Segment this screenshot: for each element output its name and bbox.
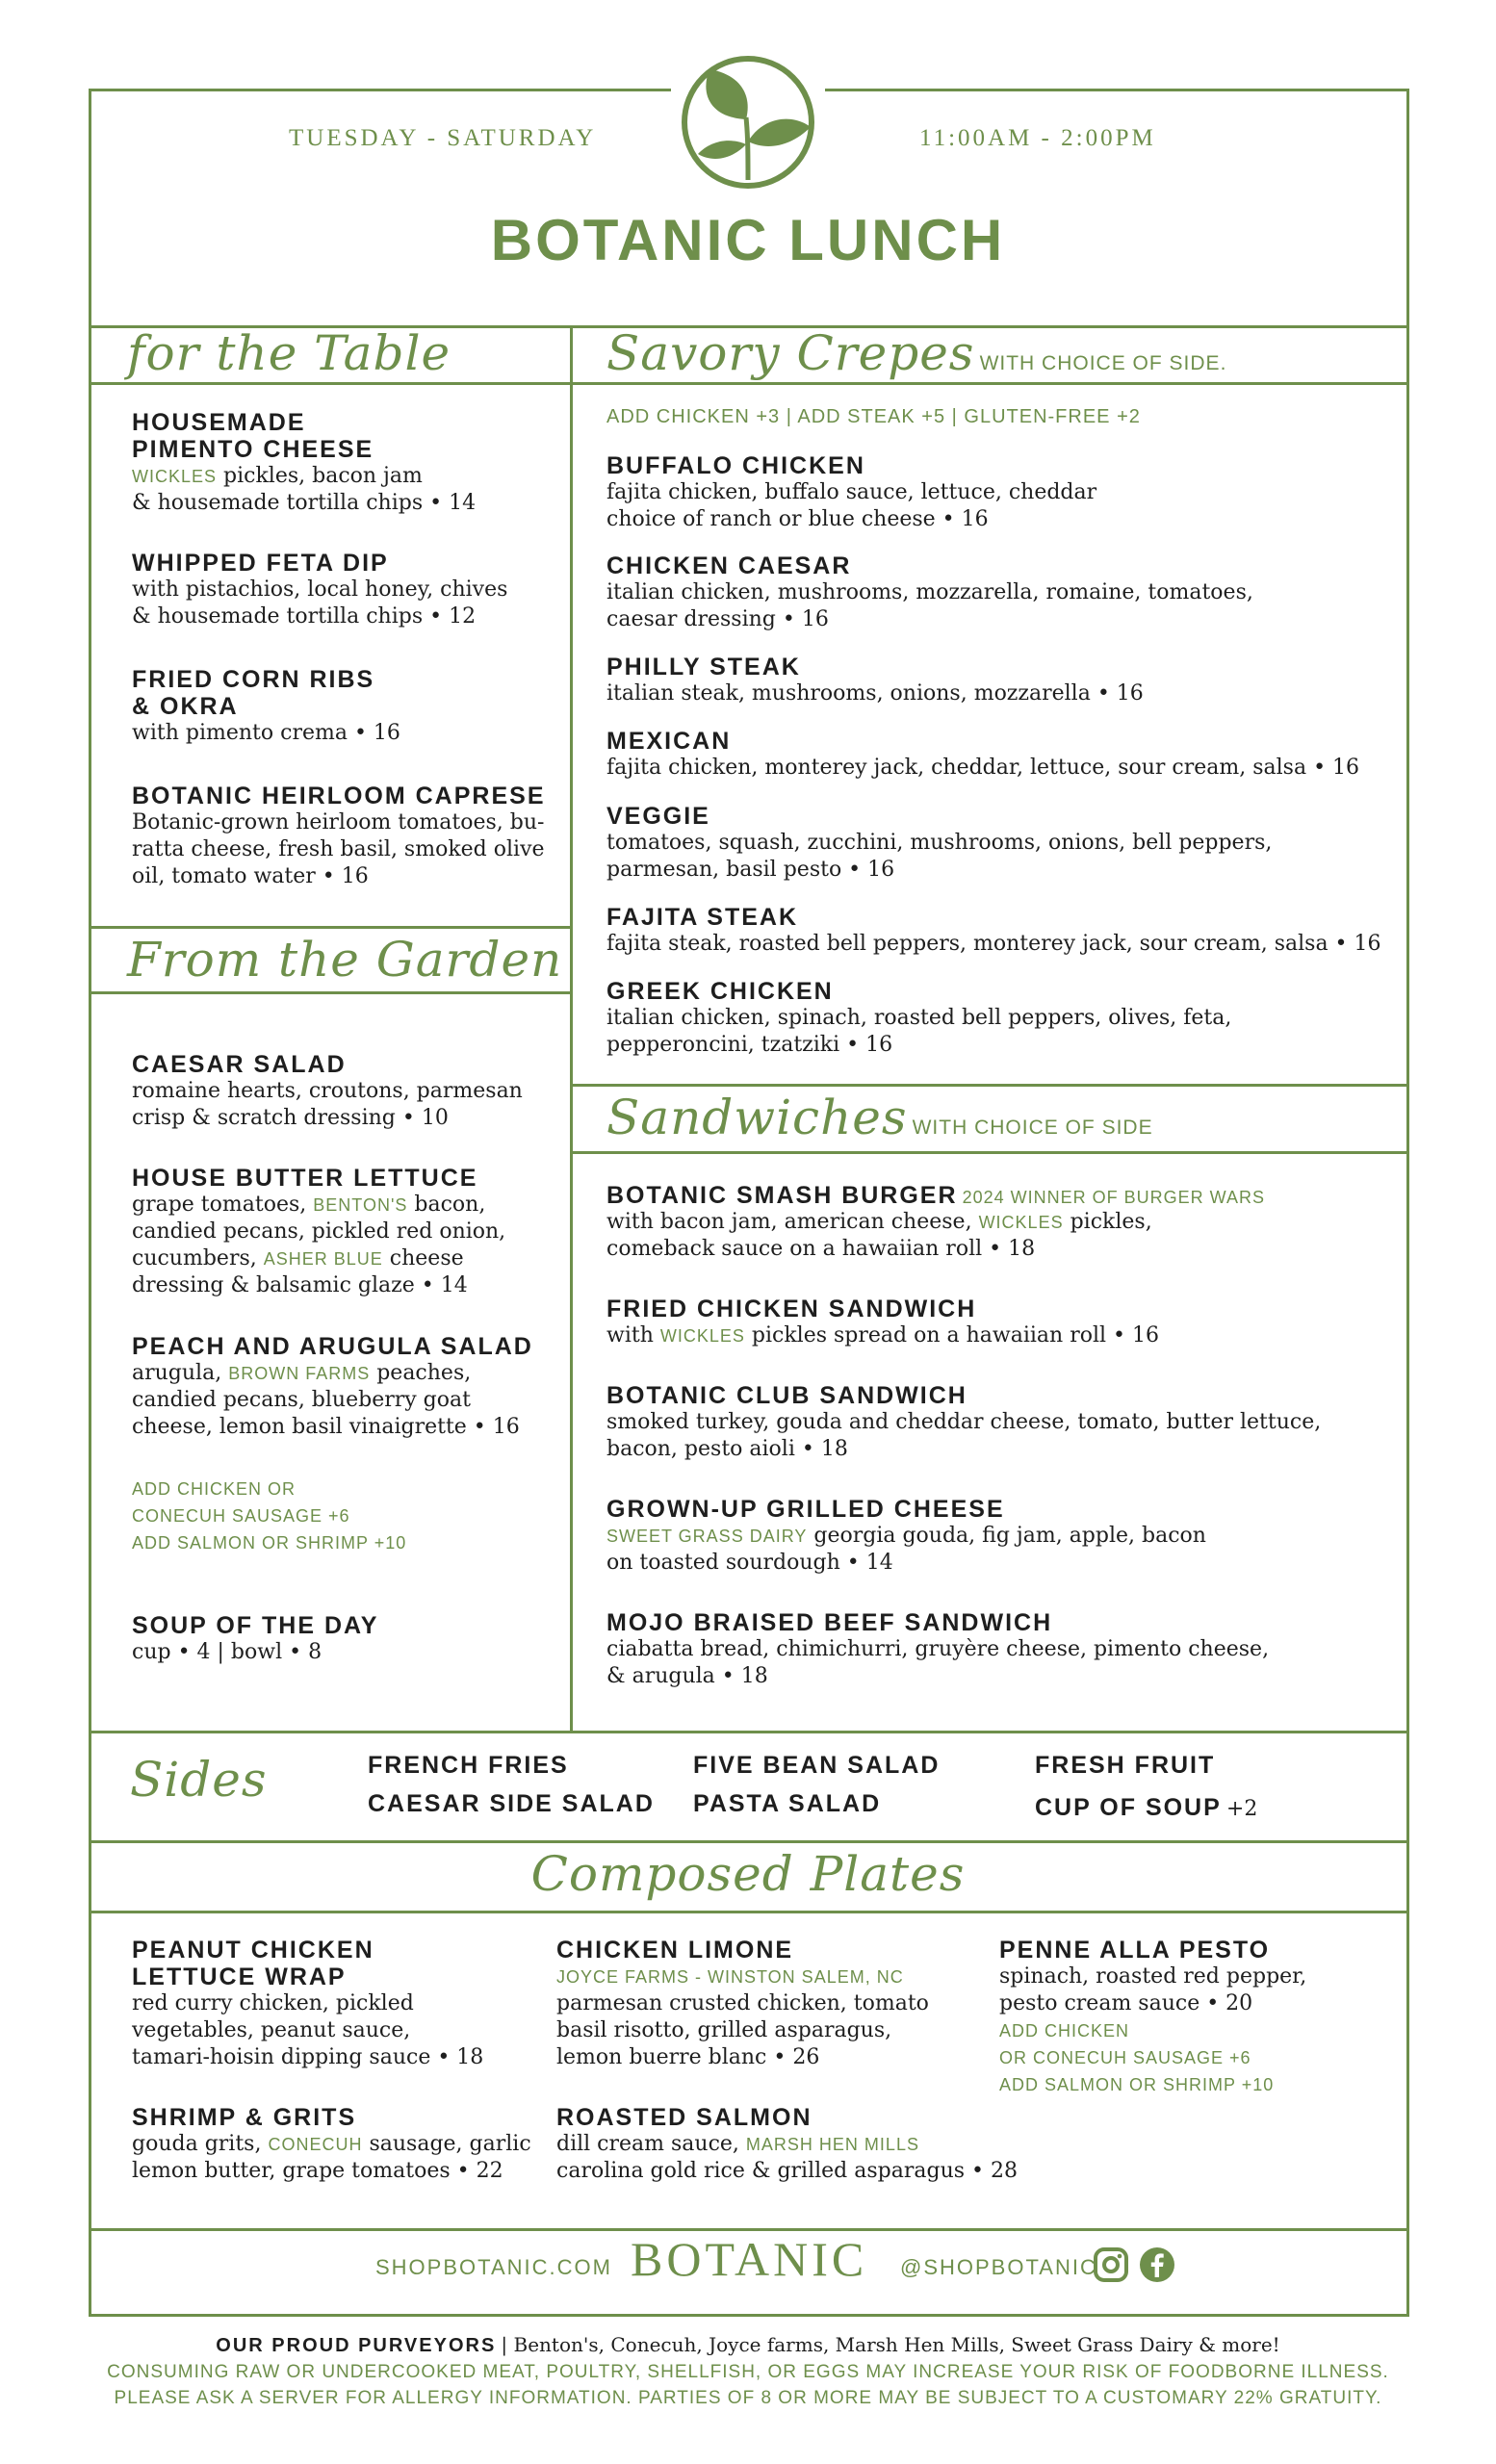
side-cup-of-soup: CUP OF SOUP +2 [1035, 1794, 1258, 1821]
side-french-fries: FRENCH FRIES [368, 1752, 569, 1779]
crepe-addons: ADD CHICKEN +3 | ADD STEAK +5 | GLUTEN-FREE +2 [606, 406, 1141, 427]
menu-item-buffalo-crepe: BUFFALO CHICKEN fajita chicken, buffalo sauce, lettuce, cheddar choice of ranch or blue cheese • 16 [606, 452, 1097, 531]
menu-item-peach-arugula: PEACH AND ARUGULA SALAD arugula, BROWN FARMS peaches, candied pecans, blueberry goat cheese, lemon basil vinaigrette • 16 [132, 1333, 533, 1439]
menu-item-veggie-crepe: VEGGIE tomatoes, squash, zucchini, mushrooms, onions, bell peppers, parmesan, basil pesto • 16 [606, 803, 1273, 882]
menu-item-fried-chicken-sandwich: FRIED CHICKEN SANDWICH with WICKLES pickles spread on a hawaiian roll • 16 [606, 1296, 1160, 1348]
purveyors-line: OUR PROUD PURVEYORS | Benton's, Conecuh, Joyce farms, Marsh Hen Mills, Sweet Grass Dairy & more! [216, 2333, 1280, 2356]
divider [89, 1911, 1409, 1913]
menu-item-shrimp-grits: SHRIMP & GRITS gouda grits, CONECUH sausage, garlic lemon butter, grape tomatoes • 22 [132, 2104, 531, 2183]
menu-item-caesar-crepe: CHICKEN CAESAR italian chicken, mushrooms, mozzarella, romaine, tomatoes, caesar dressing • 16 [606, 552, 1253, 631]
website-link[interactable]: SHOPBOTANIC.COM [375, 2255, 612, 2279]
menu-item-butter-lettuce: HOUSE BUTTER LETTUCE grape tomatoes, BENTON'S bacon, candied pecans, pickled red onion, cucumbers, ASHER BLUE cheese dressing & balsamic glaze • 14 [132, 1165, 506, 1297]
menu-item-soup: SOUP OF THE DAY cup • 4 | bowl • 8 [132, 1612, 379, 1664]
salad-addons: ADD CHICKEN OR CONECUH SAUSAGE +6 ADD SALMON OR SHRIMP +10 [132, 1479, 407, 1553]
menu-item-mexican-crepe: MEXICAN fajita chicken, monterey jack, cheddar, lettuce, sour cream, salsa • 16 [606, 728, 1360, 780]
days-open: TUESDAY - SATURDAY [289, 125, 597, 151]
menu-item-roasted-salmon: ROASTED SALMON dill cream sauce, MARSH HEN MILLS carolina gold rice & grilled asparagus • 28 [556, 2104, 1018, 2183]
menu-item-fajita-crepe: FAJITA STEAK fajita steak, roasted bell peppers, monterey jack, sour cream, salsa • 16 [606, 904, 1381, 956]
menu-item-chicken-limone: CHICKEN LIMONE JOYCE FARMS - WINSTON SALEM, NC parmesan crusted chicken, tomato basil risotto, grilled asparagus, lemon buerre blanc • 26 [556, 1937, 929, 2069]
section-heading-for-the-table: for the Table [127, 325, 451, 381]
side-pasta-salad: PASTA SALAD [693, 1790, 882, 1817]
menu-item-penne-pesto: PENNE ALLA PESTO spinach, roasted red pepper, pesto cream sauce • 20 ADD CHICKEN OR CONECUH SAUSAGE +6 ADD SALMON OR SHRIMP +10 [999, 1937, 1307, 2094]
menu-item-smash-burger: BOTANIC SMASH BURGER 2024 WINNER OF BURGER WARS with bacon jam, american cheese, WICKLES pickles, comeback sauce on a hawaiian roll • 18 [606, 1182, 1266, 1261]
menu-item-caesar-salad: CAESAR SALAD romaine hearts, croutons, parmesan crisp & scratch dressing • 10 [132, 1051, 523, 1130]
food-safety-warning: CONSUMING RAW OR UNDERCOOKED MEAT, POULTRY, SHELLFISH, OR EGGS MAY INCREASE YOUR RISK OF FOODBORNE ILLNESS. [107, 2362, 1389, 2382]
divider [570, 1151, 1409, 1154]
side-fresh-fruit: FRESH FRUIT [1035, 1752, 1216, 1779]
side-five-bean-salad: FIVE BEAN SALAD [693, 1752, 941, 1779]
menu-item-caprese: BOTANIC HEIRLOOM CAPRESE Botanic-grown heirloom tomatoes, bu- ratta cheese, fresh basil, smoked olive oil, tomato water • 16 [132, 783, 546, 888]
section-heading-sides: Sides [130, 1752, 268, 1808]
menu-item-corn-ribs: FRIED CORN RIBS & OKRA with pimento crema • 16 [132, 666, 400, 745]
divider [89, 1731, 1409, 1733]
column-divider [570, 325, 573, 1732]
divider [570, 382, 1409, 385]
section-heading-composed-plates: Composed Plates [530, 1846, 966, 1902]
menu-item-whipped-feta: WHIPPED FETA DIP with pistachios, local honey, chives & housemade tortilla chips • 12 [132, 550, 508, 629]
divider [570, 1084, 1409, 1087]
instagram-icon[interactable] [1093, 2246, 1129, 2283]
facebook-icon[interactable] [1139, 2246, 1175, 2283]
social-handle-link[interactable]: @SHOPBOTANIC [900, 2255, 1097, 2279]
leaf-logo-icon [671, 50, 825, 194]
side-caesar-salad: CAESAR SIDE SALAD [368, 1790, 655, 1817]
section-heading-sandwiches: Sandwiches WITH CHOICE OF SIDE [606, 1090, 1153, 1145]
section-heading-from-the-garden: From the Garden [127, 932, 563, 988]
divider [89, 1840, 1409, 1843]
divider [89, 926, 570, 929]
page-title: BOTANIC LUNCH [490, 208, 1006, 272]
divider [89, 991, 570, 994]
menu-item-club-sandwich: BOTANIC CLUB SANDWICH smoked turkey, gouda and cheddar cheese, tomato, butter lettuce, bacon, pesto aioli • 18 [606, 1382, 1322, 1461]
menu-item-grilled-cheese: GROWN-UP GRILLED CHEESE SWEET GRASS DAIRY georgia gouda, fig jam, apple, bacon on toasted sourdough • 14 [606, 1496, 1206, 1575]
brand-wordmark: BOTANIC [631, 2232, 868, 2286]
section-heading-crepes: Savory Crepes WITH CHOICE OF SIDE. [606, 325, 1227, 381]
hours-open: 11:00AM - 2:00PM [919, 125, 1156, 151]
menu-item-peanut-chicken-wrap: PEANUT CHICKEN LETTUCE WRAP red curry chicken, pickled vegetables, peanut sauce, tamari-hoisin dipping sauce • 18 [132, 1937, 484, 2069]
menu-item-philly-crepe: PHILLY STEAK italian steak, mushrooms, onions, mozzarella • 16 [606, 654, 1144, 706]
menu-item-mojo-beef: MOJO BRAISED BEEF SANDWICH ciabatta bread, chimichurri, gruyère cheese, pimento cheese, & arugula • 18 [606, 1609, 1270, 1688]
allergy-gratuity-note: PLEASE ASK A SERVER FOR ALLERGY INFORMATION. PARTIES OF 8 OR MORE MAY BE SUBJECT TO A CUSTOMARY 22% GRATUITY. [114, 2388, 1382, 2408]
menu-item-greek-crepe: GREEK CHICKEN italian chicken, spinach, roasted bell peppers, olives, feta, pepperoncini, tzatziki • 16 [606, 978, 1232, 1057]
menu-item-pimento-cheese: HOUSEMADE PIMENTO CHEESE WICKLES pickles, bacon jam & housemade tortilla chips • 14 [132, 409, 477, 515]
divider [89, 382, 570, 385]
